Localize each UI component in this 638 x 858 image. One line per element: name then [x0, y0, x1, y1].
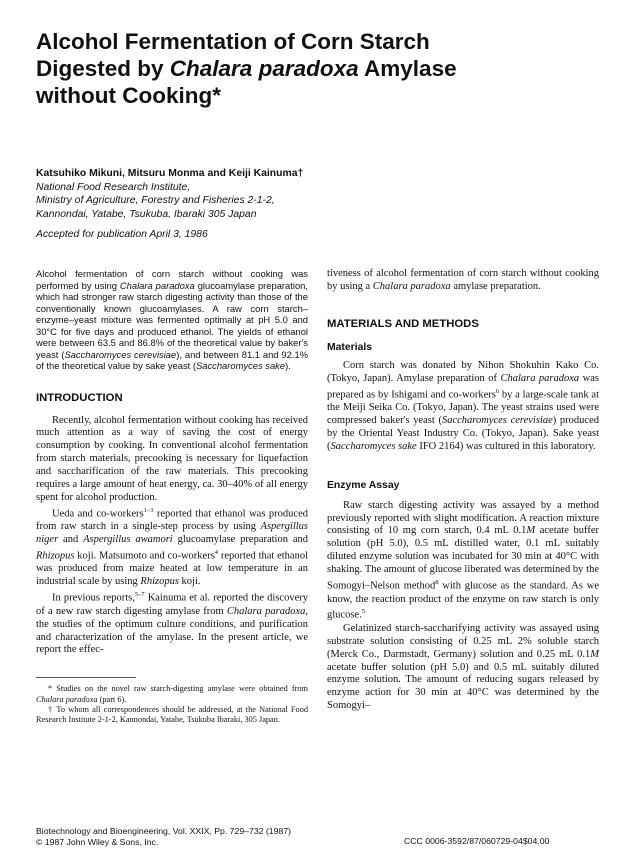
journal-footer: [36, 826, 291, 848]
materials-paragraph: Corn starch was donated by Nihon Shokuhin Kako Co. (Tokyo, Japan). Amylase preparation of Chalara paradoxa was prepared as by Ishigami and co-workers$^6$ by a large-scale tank at the Meiji Seika Co. (Tokyo, Japan). The yeast strains used were compressed baker's yeast (Saccharomyces cerevisiae) produced by the Oriental Yeast Industry Co. (Tokyo, Japan). Sake yeast (Saccharomyces sake IFO 2164) was cultured in this laboratory.: [327, 359, 600, 452]
enzyme-paragraph-1: Raw starch digesting activity was assayed by a method previously reported with slight modification. A reaction mixture consisting of 10 mg corn starch, 0.4 mL 0.1M acetate buffer solution (pH 5.0), 0.5 mL distilled water, 0.1 mL suitably diluted enzyme solution was incubated for 30 min at 40°C with shaking. The amount of glucose liberated was determined by the Somogyi–Nelson method$^8$ with glucose as the standard. As we know, the reaction product of the enzyme on raw starch is only glucose.$^5$: [327, 499, 599, 621]
right-column: [327, 268, 599, 713]
title-species: Chalara paradoxa: [169, 56, 359, 81]
enzyme-paragraph-2: Gelatinized starch-saccharifying activity was assayed using substrate solution consisting of 0.25 mL 2% soluble starch (Merck Co., Darmstadt, Germany) solution and 0.25 mL 0.1M acetate buffer solution (pH 5.0) and 0.5 mL suitably diluted enzyme solution. The amount of reducing sugars released by enzyme action for 30 min at 40°C was determined by the Somogyi–: [327, 622, 599, 712]
intro-paragraph-1: Recently, alcohol fermentation without cooking has received much attention as a way of saving the cost of energy consumption by cooking. In conventional alcohol fermentation from starch materials, precooking is necessary for liquefaction and saccharification of the raw materials. This precooking requires a large amount of heat energy, ca. 30–40% of all energy spent for alcohol production.: [36, 414, 308, 503]
accepted-date: Accepted for publication April 3, 1986: [36, 229, 208, 240]
abstract: Alcohol fermentation of corn starch without cooking was performed by using Chalara paradoxa glucoamylase preparation, which had stronger raw starch digesting activity than those of the conventionally known glucoamylases. A raw corn starch–enzyme–yeast mixture was fermented optimally at pH 5.0 and 30°C for five days and produced ethanol. The yields of ethanol were between 63.5 and 86.8% of the theoretical value by baker's yeast (Saccharomyces cerevisiae), and between 81.1 and 92.1% of the theoretical value by sake yeast (Saccharomyces sake).: [36, 268, 308, 371]
copyright: © 1987 John Wiley & Sons, Inc.: [36, 837, 159, 847]
enzyme-assay-heading: Enzyme Assay: [327, 479, 400, 491]
title-line-2: [36, 55, 596, 82]
affiliation-line: Ministry of Agriculture, Forestry and Fisheries 2-1-2,: [36, 195, 275, 206]
methods-heading: MATERIALS AND METHODS: [327, 317, 479, 330]
introduction-heading: INTRODUCTION: [36, 391, 123, 404]
title-text: Amylase: [358, 56, 457, 81]
intro-continuation: tiveness of alcohol fermentation of corn starch without cooking by using a Chalara paradoxa amylase preparation.: [327, 268, 599, 292]
intro-paragraph-3: In previous reports,$^{5-7}$ Kainuma et al. reported the discovery of a new raw starch digesting amylase from Chalara paradoxa, the studies of the optimum culture conditions, and purification and characterization of the amylase. In the present article, we report the effec-: [36, 591, 308, 656]
author-list: Katsuhiko Mikuni, Mitsuru Monma and Keiji Kainuma†: [36, 168, 304, 179]
title-line-1: Alcohol Fermentation of Corn Starch: [36, 29, 430, 54]
title-line-3: without Cooking*: [36, 83, 221, 108]
left-column: [36, 268, 308, 725]
title-text: Digested by: [36, 56, 170, 81]
affiliation-line: National Food Research Institute,: [36, 181, 191, 193]
footnote-divider: [36, 677, 136, 678]
ccc-code: CCC 0006-3592/87/060729-04$04.00: [404, 836, 550, 846]
article-title: [36, 28, 596, 109]
author-block: [36, 167, 596, 242]
footnote-2: † To whom all correspondences should be addressed, at the National Food Research Institute 2-1-2, Kannondai, Yatabe, Tsukuba Ibaraki, 305 Japan.: [36, 704, 308, 724]
materials-heading: Materials: [327, 341, 373, 353]
footnote-1: * Studies on the novel raw starch-digesting amylase were obtained from Chalara paradoxa (part 6).: [36, 684, 308, 704]
intro-paragraph-2: Ueda and co-workers$^{1-3}$ reported that ethanol was produced from raw starch in a single-step process by using Aspergillus niger and Aspergillus awamori glucoamylase preparation and Rhizopus koji. Matsumoto and co-workers$^4$ reported that ethanol was produced from maize heated at low temperature in an industrial scale by using Rhizopus koji.: [36, 506, 308, 588]
affiliation-line: Kannondai, Yatabe, Tsukuba, Ibaraki 305 Japan: [36, 208, 257, 220]
journal-citation: Biotechnology and Bioengineering, Vol. XXIX, Pp. 729–732 (1987): [36, 826, 292, 836]
